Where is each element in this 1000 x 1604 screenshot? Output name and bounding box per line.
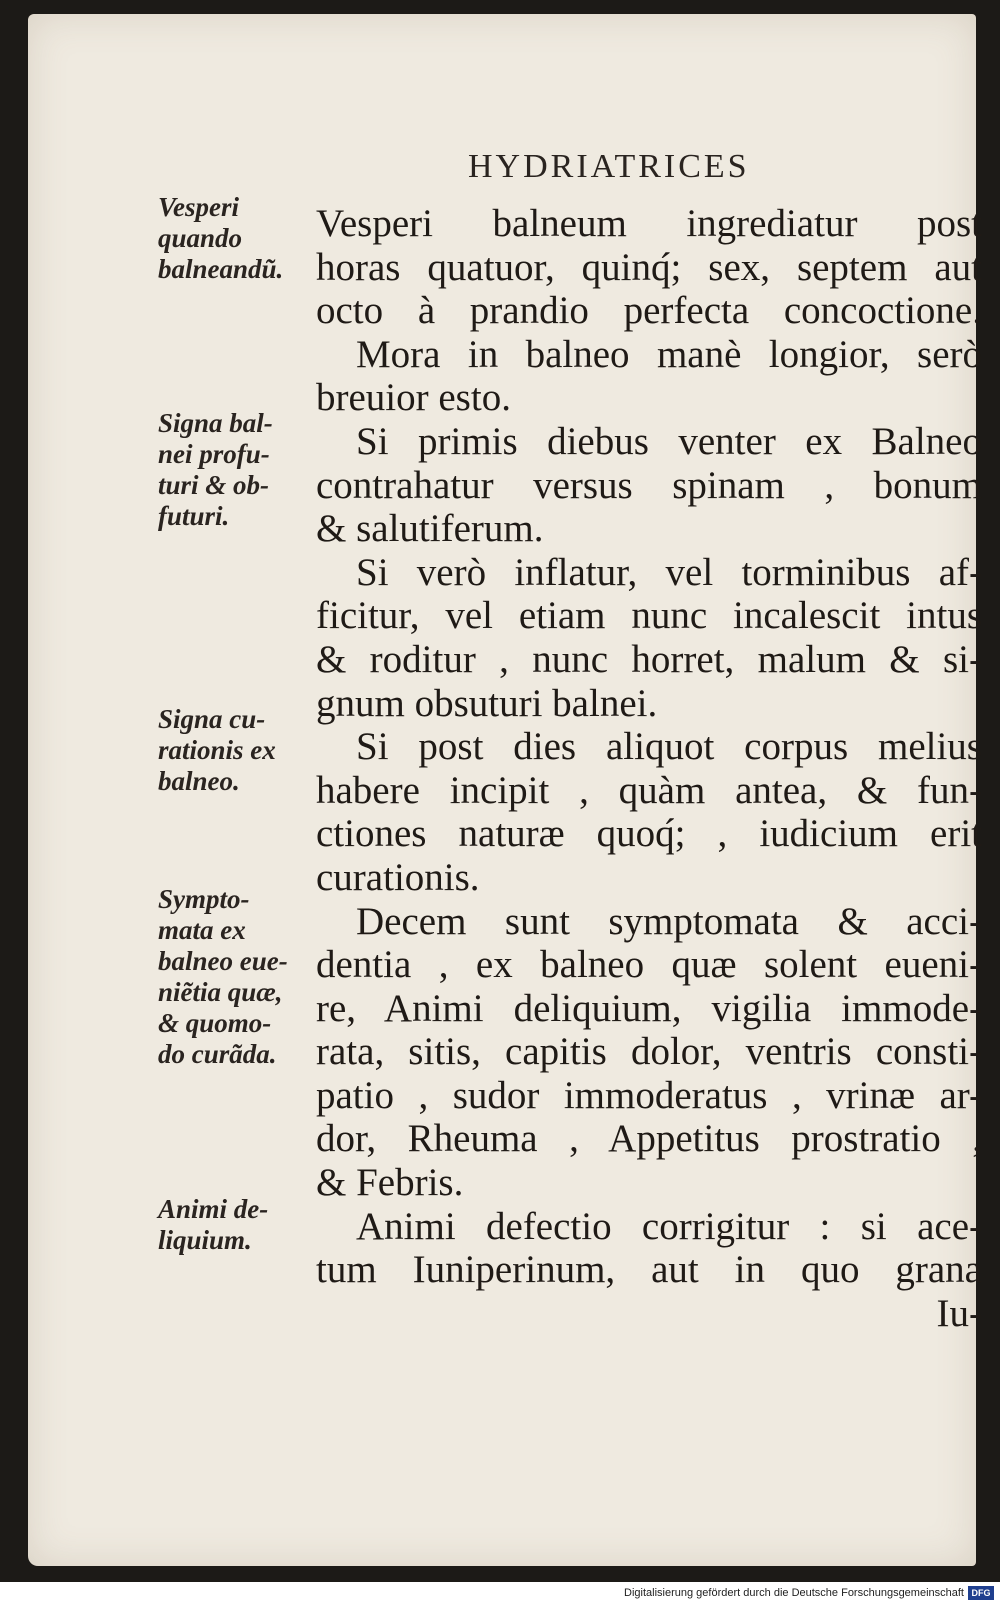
- running-head: HYDRIATRICES: [468, 148, 750, 185]
- margin-note-line: niẽtia quæ,: [158, 977, 283, 1007]
- margin-note-signa-balnei: [158, 408, 308, 532]
- text-line: Animi defectio corrigitur : si ace-: [356, 1204, 982, 1248]
- margin-note-line: turi & ob-: [158, 470, 270, 500]
- text-line: Si post dies aliquot corpus melius: [356, 725, 982, 769]
- margin-note-animi-deliquium: [158, 1194, 308, 1256]
- text-line: ficitur, vel etiam nunc incalescit intus: [316, 594, 982, 638]
- text-line: re, Animi deliquium, vigilia immode-: [316, 986, 982, 1030]
- margin-note-line: Animi de-: [158, 1194, 269, 1224]
- margin-note-line: & quomo-: [158, 1008, 272, 1038]
- margin-note-line: do curãda.: [158, 1039, 277, 1069]
- text-line: & salutiferum.: [316, 507, 544, 551]
- text-line: Mora in balneo manè longior, serò: [356, 332, 982, 376]
- text-line: tum Iuniperinum, aut in quo grana: [316, 1248, 982, 1292]
- text-line: horas quatuor, quinq́; sex, septem aut: [316, 245, 982, 289]
- dfg-logo-icon: DFG: [968, 1586, 994, 1600]
- margin-note-vesperi: [158, 192, 308, 285]
- catchword: Iu-: [936, 1291, 982, 1335]
- text-line: octo à prandio perfecta concoctione.: [316, 289, 982, 333]
- margin-note-line: quando: [158, 223, 243, 253]
- margin-note-line: Signa cu-: [158, 704, 266, 734]
- text-line: Decem sunt symptomata & acci-: [356, 899, 982, 943]
- margin-note-line: Signa bal-: [158, 408, 273, 438]
- margin-note-line: mata ex: [158, 915, 246, 945]
- margin-note-symptomata: [158, 884, 308, 1070]
- footer-bar: [0, 1582, 1000, 1604]
- text-line: contrahatur versus spinam , bonum: [316, 463, 982, 507]
- margin-note-line: balneo.: [158, 766, 240, 796]
- margin-note-line: balneandũ.: [158, 254, 284, 284]
- text-line: Si verò inflatur, vel torminibus af-: [356, 550, 982, 594]
- text-line: Si primis diebus venter ex Balneo: [356, 419, 982, 463]
- text-line: ctiones naturæ quoq́; , iudicium erit: [316, 812, 982, 856]
- margin-note-line: nei profu-: [158, 439, 270, 469]
- main-text-block: [316, 202, 982, 1335]
- text-line: dentia , ex balneo quæ solent eueni-: [316, 943, 982, 987]
- margin-note-signa-curationis: [158, 704, 308, 797]
- text-line: gnum obsuturi balnei.: [316, 681, 658, 725]
- book-page: [28, 14, 982, 1566]
- margin-note-line: Sympto-: [158, 884, 250, 914]
- text-line: Vesperi balneum ingrediatur post: [316, 202, 982, 245]
- text-line: dor, Rheuma , Appetitus prostratio ,: [316, 1117, 982, 1161]
- text-line: & Febris.: [316, 1161, 464, 1205]
- text-line: rata, sitis, capitis dolor, ventris consti-: [316, 1030, 982, 1074]
- margin-note-line: rationis ex: [158, 735, 276, 765]
- text-line: patio , sudor immoderatus , vrinæ ar-: [316, 1073, 982, 1117]
- margin-note-line: futuri.: [158, 501, 230, 531]
- footer-credit: Digitalisierung gefördert durch die Deutsche Forschungsgemeinschaft: [624, 1587, 964, 1599]
- text-line: breuior esto.: [316, 376, 511, 420]
- margin-note-line: Vesperi: [158, 192, 239, 222]
- margin-note-line: liquium.: [158, 1225, 252, 1255]
- text-line: habere incipit , quàm antea, & fun-: [316, 768, 982, 812]
- margin-note-line: balneo eue-: [158, 946, 288, 976]
- text-line: curationis.: [316, 855, 480, 899]
- text-line: & roditur , nunc horret, malum & si-: [316, 637, 982, 681]
